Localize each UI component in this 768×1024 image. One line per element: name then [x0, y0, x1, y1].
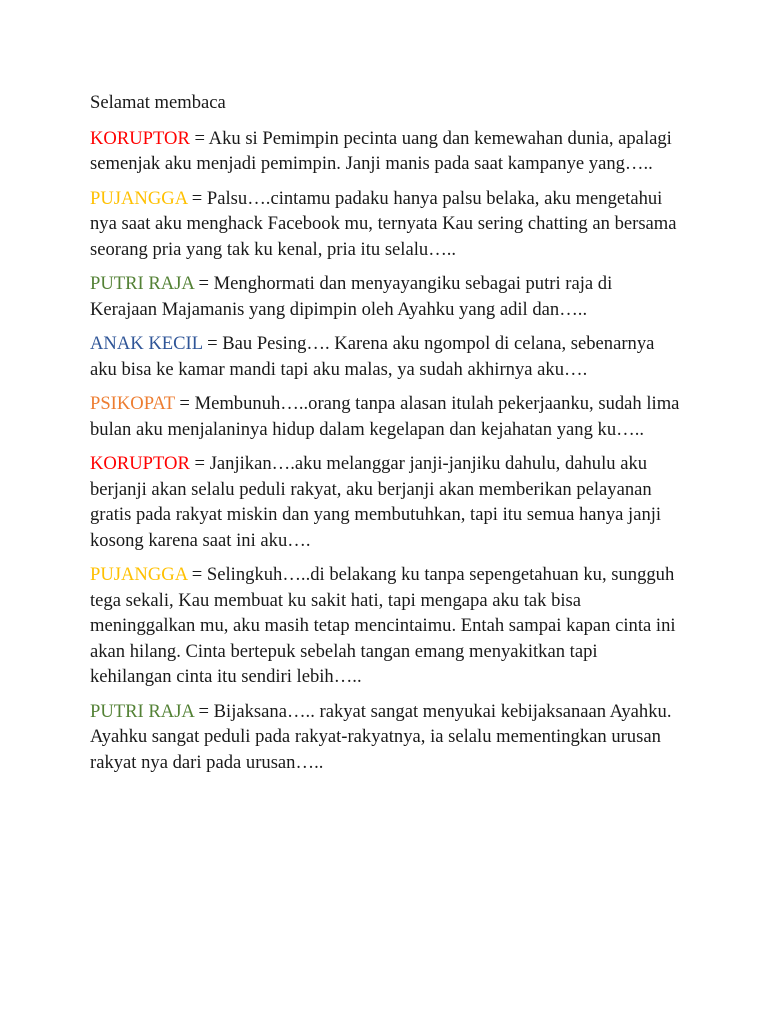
dialogue-entry — [90, 186, 680, 263]
dialogue-entry — [90, 331, 680, 382]
document-title: Selamat membaca — [90, 92, 226, 113]
dialogue-entry — [90, 562, 680, 690]
dialogue-entry — [90, 451, 680, 553]
dialogue-entry — [90, 126, 680, 177]
equals-separator: = — [187, 564, 207, 585]
entry-text: Aku si Pemimpin pecinta uang dan kemewahan dunia, apalagi semenjak aku menjadi pemimpin. Janji manis pada saat kampanye yang….. — [90, 127, 672, 174]
speaker-label: PSIKOPAT — [90, 393, 175, 414]
entry-text: Menghormati dan menyayangiku sebagai putri raja di Kerajaan Majamanis yang dipimpin oleh Ayahku yang adil dan….. — [90, 273, 613, 320]
document-body — [90, 90, 680, 784]
equals-separator: = — [193, 273, 214, 294]
entry-text: Bijaksana….. rakyat sangat menyukai kebijaksanaan Ayahku. Ayahku sangat peduli pada rakyat-rakyatnya, ia selalu mementingkan urusan rakyat nya dari pada urusan….. — [90, 700, 672, 773]
speaker-label: PUTRI RAJA — [90, 273, 194, 294]
dialogue-entry — [90, 271, 680, 322]
equals-separator: = — [189, 453, 210, 474]
equals-separator: = — [193, 700, 214, 722]
dialogue-entry — [90, 391, 680, 442]
entry-text: Selingkuh…..di belakang ku tanpa sepengetahuan ku, sungguh tega sekali, Kau membuat ku sakit hati, tapi mengapa aku tak bisa meninggalkan mu, aku masih tetap mencintaimu. Entah sampai kapan cinta ini akan hilang. Cinta bertepuk sebelah tangan emang menyakitkan tapi kehilangan cinta itu sendiri lebih….. — [90, 564, 676, 687]
speaker-label: KORUPTOR — [90, 453, 190, 474]
dialogue-entry — [90, 699, 680, 776]
entry-text: Palsu….cintamu padaku hanya palsu belaka, aku mengetahui nya saat aku menghack Facebook mu, ternyata Kau sering chatting an bersama seorang pria yang tak ku kenal, pria itu selalu….. — [90, 187, 677, 260]
speaker-label: PUJANGGA — [90, 187, 188, 209]
equals-separator: = — [187, 187, 207, 209]
equals-separator: = — [174, 393, 195, 414]
entry-text: Bau Pesing…. Karena aku ngompol di celana, sebenarnya aku bisa ke kamar mandi tapi aku malas, ya sudah akhirnya aku…. — [90, 333, 655, 380]
speaker-label: ANAK KECIL — [90, 333, 203, 354]
speaker-label: KORUPTOR — [90, 127, 190, 149]
entry-text: Membunuh…..orang tanpa alasan itulah pekerjaanku, sudah lima bulan aku menjalaninya hidup dalam kegelapan dan kejahatan yang ku….. — [90, 393, 680, 440]
entry-text: Janjikan….aku melanggar janji-janjiku dahulu, dahulu aku berjanji akan selalu peduli rakyat, aku berjanji akan memberikan pelayanan gratis pada rakyat miskin dan yang membutuhkan, tapi itu semua hanya janji kosong karena saat ini aku…. — [90, 453, 662, 551]
speaker-label: PUTRI RAJA — [90, 700, 194, 722]
speaker-label: PUJANGGA — [90, 564, 188, 585]
equals-separator: = — [202, 333, 223, 354]
equals-separator: = — [189, 127, 209, 149]
